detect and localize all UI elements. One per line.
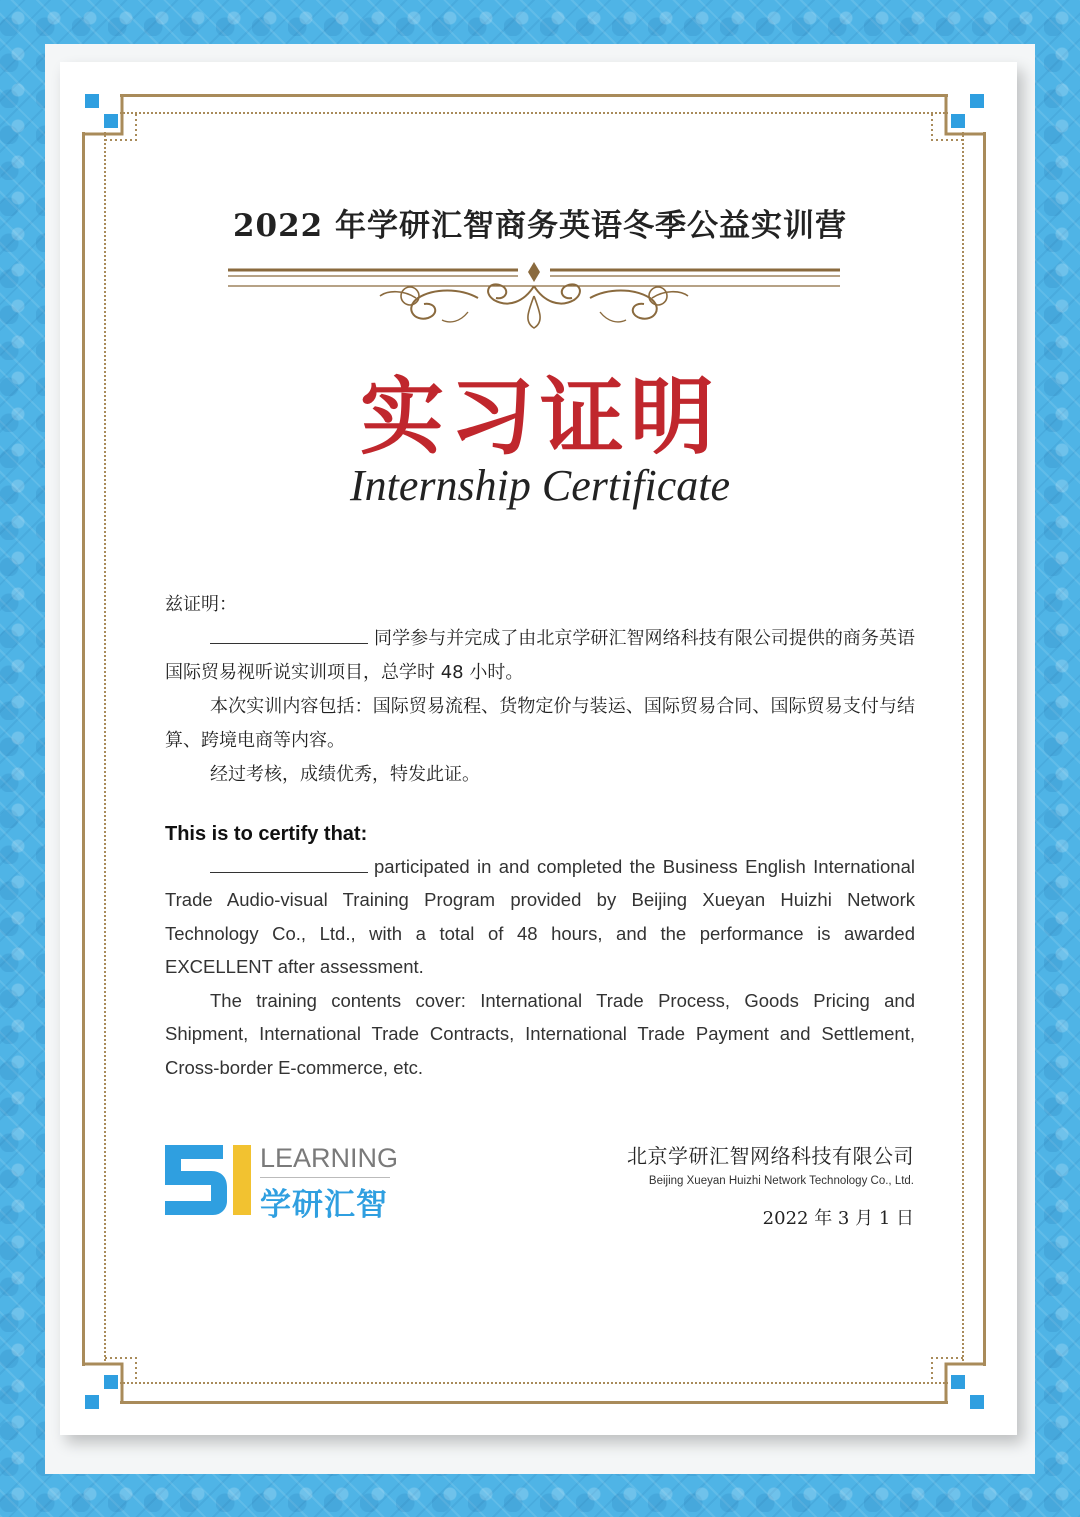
corner-square bbox=[85, 94, 99, 108]
corner-square bbox=[85, 1395, 99, 1409]
paragraph-cn-2: 本次实训内容包括：国际贸易流程、货物定价与装运、国际贸易合同、国际贸易支付与结算、跨境电商等内容。 bbox=[165, 696, 915, 751]
company-logo bbox=[165, 1143, 399, 1223]
certify-heading: This is to certify that: bbox=[165, 823, 368, 845]
corner-square bbox=[970, 94, 984, 108]
logo-name-cn: 学研汇智 bbox=[260, 1187, 388, 1223]
english-body bbox=[165, 818, 915, 1084]
issuer-name-cn: 北京学研汇智网络科技有限公司 bbox=[627, 1144, 914, 1168]
corner-square bbox=[951, 114, 965, 128]
logo-word: LEARNING bbox=[260, 1143, 399, 1173]
issuer-name-en: Beijing Xueyan Huizhi Network Technology Co., Ltd. bbox=[648, 1175, 914, 1187]
logo-divider bbox=[260, 1177, 390, 1178]
ornament-divider bbox=[228, 262, 840, 334]
paragraph-en-1 bbox=[165, 850, 915, 984]
name-blank-line bbox=[210, 625, 368, 644]
logo-51-mark bbox=[165, 1145, 253, 1215]
greeting-cn: 兹证明： bbox=[165, 594, 237, 615]
paragraph-cn-1-text: 同学参与并完成了由北京学研汇智网络科技有限公司提供的商务英语国际贸易视听说实训项目，总学时 48 小时。 bbox=[165, 628, 915, 683]
issue-date: 2022 年 3 月 1 日 bbox=[762, 1208, 914, 1229]
corner-square bbox=[104, 1375, 118, 1389]
paragraph-en-1-text: participated in and completed the Business English International Trade Audio-visual Training Program provided by Beijing Xueyan Huizhi Network Technology Co., Ltd., with a total of 48 hours, and the performance is awarded EXCELLENT after assessment. bbox=[165, 855, 915, 977]
name-blank-line bbox=[210, 854, 368, 873]
event-title: 2022 年学研汇智商务英语冬季公益实训营 bbox=[232, 208, 848, 244]
paragraph-cn-1 bbox=[165, 622, 915, 690]
corner-square bbox=[104, 114, 118, 128]
paragraph-en-2: The training contents cover: International Trade Process, Goods Pricing and Shipment, International Trade Contracts, International Trade Payment and Settlement, Cross-border E-commerce, etc. bbox=[165, 989, 915, 1078]
corner-square bbox=[951, 1375, 965, 1389]
corner-square bbox=[970, 1395, 984, 1409]
certificate-title-cn: 实习证明 bbox=[359, 367, 720, 466]
paragraph-cn-3: 经过考核，成绩优秀，特发此证。 bbox=[210, 764, 480, 785]
certificate-title-en: Internship Certificate bbox=[349, 461, 731, 510]
chinese-body bbox=[165, 588, 915, 792]
